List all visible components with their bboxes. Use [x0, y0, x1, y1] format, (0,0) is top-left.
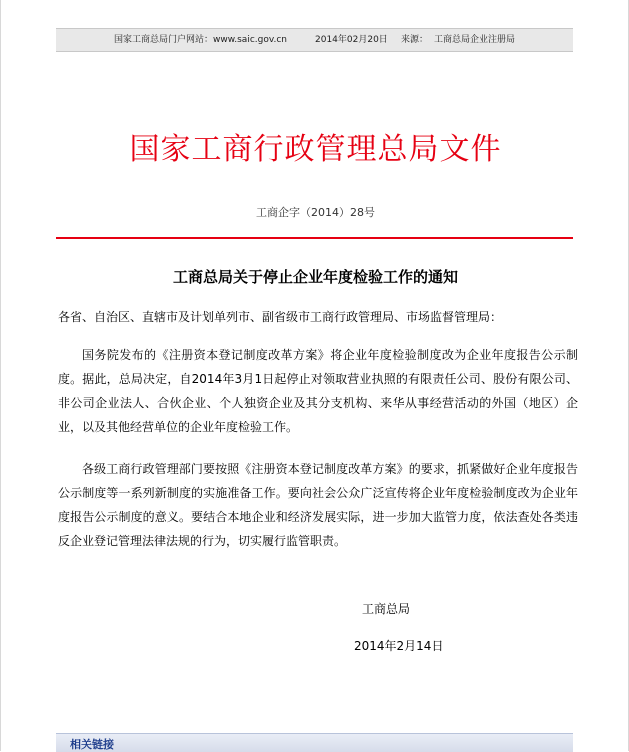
source-value: 工商总局企业注册局: [434, 35, 516, 45]
source-label: 来源：: [401, 35, 429, 45]
document-number: 工商企字（2014）28号: [256, 206, 375, 219]
salutation: 各省、自治区、直辖市及计划单列市、副省级市工商行政管理局、市场监督管理局：: [58, 310, 503, 324]
related-links-label[interactable]: 相关链接: [70, 738, 114, 751]
issuer-title: 国家工商行政管理总局文件: [129, 132, 502, 167]
publish-date: 2014年02月20日: [315, 35, 388, 45]
signer: 工商总局: [362, 602, 411, 616]
related-links-bar[interactable]: [56, 733, 573, 752]
portal-label: 国家工商总局门户网站：www.saic.gov.cn: [114, 35, 287, 45]
info-bar: [56, 28, 573, 52]
red-divider: [56, 237, 573, 239]
sign-date: 2014年2月14日: [354, 639, 444, 653]
notice-title: 工商总局关于停止企业年度检验工作的通知: [172, 268, 458, 286]
body-paragraph-2: 各级工商行政管理部门要按照《注册资本登记制度改革方案》的要求，抓紧做好企业年度报告公示制度等一系列新制度的实施准备工作。要向社会公众广泛宣传将企业年度检验制度改为企业年度报告公示制度的意义。要结合本地企业和经济发展实际，进一步加大监管力度，依法查处各类违反企业登记管理法律法规的行为，切实履行监管职责。: [58, 462, 578, 548]
body-paragraph-1: 国务院发布的《注册资本登记制度改革方案》将企业年度检验制度改为企业年度报告公示制度。据此，总局决定，自2014年3月1日起停止对领取营业执照的有限责任公司、股份有限公司、非公司企业法人、合伙企业、个人独资企业及其分支机构、来华从事经营活动的外国（地区）企业，以及其他经营单位的企业年度检验工作。: [58, 348, 578, 434]
